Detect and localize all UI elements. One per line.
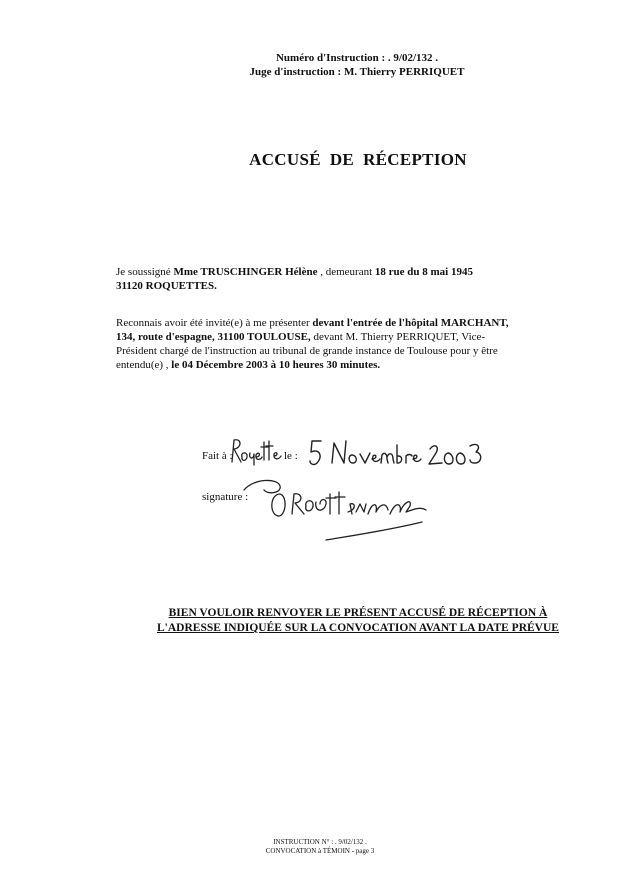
signature-image — [240, 476, 436, 544]
summons-place: devant l'entrée de l'hôpital MARCHANT, 134, route d'espagne, 31100 TOULOUSE, — [116, 317, 509, 343]
judge-name: Juge d'instruction : M. Thierry PERRIQUET — [249, 66, 465, 78]
handwritten-place — [228, 436, 284, 466]
return-notice-line2: L'ADRESSE INDIQUÉE SUR LA CONVOCATION AVANT LA DATE PRÉVUE — [157, 622, 559, 634]
fait-label: Fait à : — [202, 450, 233, 462]
p2-text-2: devant M. Thierry PERRIQUET, Vice-Président chargé de l'instruction au tribunal de grande instance de Toulouse pour y être entendu(e) , — [116, 331, 498, 371]
footer-page-label: CONVOCATION à TÉMOIN - page 3 — [265, 847, 375, 855]
declarant-city: 31120 ROQUETTES. — [116, 280, 217, 292]
p2-text-1: Reconnais avoir été invité(e) à me présenter — [116, 317, 313, 329]
title-word-reception: RÉCEPTION — [363, 150, 467, 169]
le-label: le : — [284, 450, 298, 462]
summons-date: le 04 Décembre 2003 à 10 heures 30 minutes. — [171, 359, 381, 371]
title-word-de: DE — [329, 150, 355, 169]
handwritten-date — [308, 437, 488, 471]
declarant-name: Mme TRUSCHINGER Hélène — [173, 266, 318, 278]
summons-paragraph — [116, 316, 516, 372]
document-title — [0, 150, 620, 170]
signature-label: signature : — [202, 491, 249, 503]
p1-text-1: Je soussigné — [116, 266, 174, 278]
declarant-paragraph — [116, 265, 516, 293]
footer-instruction-number: INSTRUCTION N° : . 9/02/132 . — [273, 838, 367, 846]
p1-text-2: , demeurant — [317, 266, 375, 278]
return-notice-line1: BIEN VOULOIR RENVOYER LE PRÉSENT ACCUSÉ DE RÉCEPTION À — [168, 607, 548, 619]
instruction-number: Numéro d'Instruction : . 9/02/132 . — [275, 52, 439, 64]
title-word-accuse: ACCUSÉ — [249, 150, 321, 169]
return-notice — [0, 606, 620, 636]
declarant-street: 18 rue du 8 mai 1945 — [374, 266, 473, 278]
